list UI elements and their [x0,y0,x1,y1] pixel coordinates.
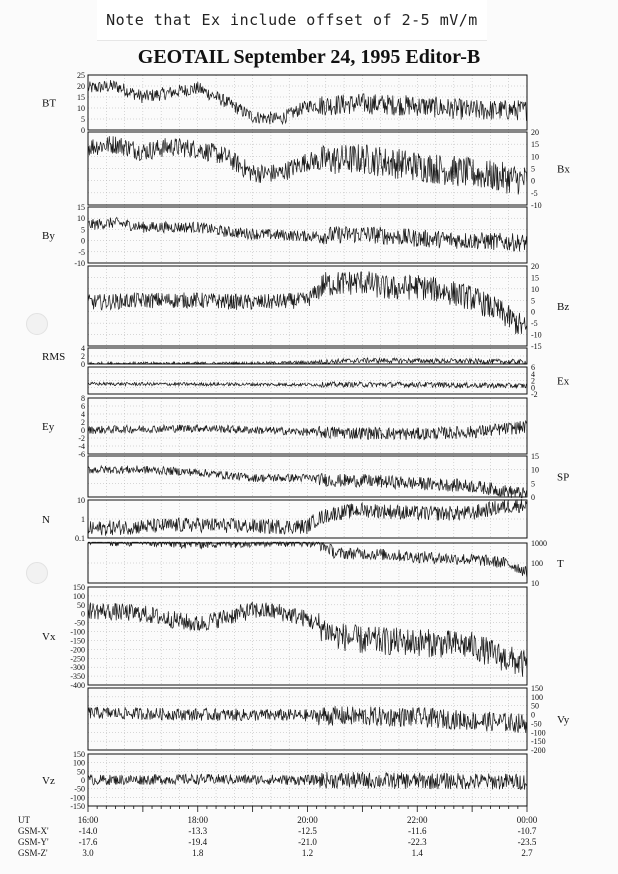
tick-label: 1000 [531,539,547,548]
panel-label: By [42,230,55,242]
footer-value: 00:00 [516,815,538,825]
tick-label: 15 [77,203,85,212]
tick-label: -10 [74,259,85,268]
panel-label: Vz [42,775,55,787]
tick-label: -10 [531,330,542,340]
panel-rms [42,344,527,369]
tick-label: -50 [74,618,85,628]
tick-label: 10 [531,579,539,588]
tick-label: -5 [531,188,538,198]
panel-vz [42,750,527,811]
footer-value: -14.0 [78,826,98,836]
panel-bt [42,71,527,135]
panel-bz [88,262,569,351]
tick-label: -50 [531,719,542,729]
tick-label: 100 [73,758,85,768]
trace-vy [88,706,527,733]
tick-label: -5 [531,319,538,329]
panel-label: SP [557,471,570,484]
offset-note: Note that Ex include offset of 2-5 mV/m [97,0,487,41]
footer-value: 3.0 [82,848,94,858]
tick-label: -50 [74,784,85,794]
tick-label: -250 [70,654,85,664]
tick-label: 4 [81,344,85,353]
tick-label: 5 [531,479,535,489]
panel-label: BT [42,97,57,110]
tick-label: 0 [531,493,535,502]
footer-value: -22.3 [407,837,427,847]
tick-label: 100 [531,692,543,702]
tick-label: -100 [70,793,85,803]
tick-label: 10 [531,465,539,475]
tick-label: 2 [81,418,85,427]
footer-row-label: GSM-X' [18,826,49,836]
footer-value: 22:00 [406,815,428,825]
footer-value: -12.5 [298,826,317,836]
tick-label: 10 [77,214,85,224]
panel-ex [88,363,570,399]
panel-t [88,539,564,588]
tick-label: 4 [531,369,535,379]
tick-label: -400 [70,681,85,690]
tick-label: 0 [531,176,535,186]
tick-label: -350 [70,672,85,682]
tick-label: -15 [531,342,542,351]
tick-label: 10 [531,152,539,162]
footer-value: 1.2 [301,848,314,858]
tick-label: -5 [78,247,85,257]
footer-row-label: GSM-Y' [18,837,49,847]
tick-label: -4 [78,442,85,451]
tick-label: -150 [70,802,85,811]
tick-label: 0 [81,609,85,619]
tick-label: 20 [77,82,85,91]
panel-label: RMS [42,351,66,363]
panel-label: Ey [42,421,55,433]
panel-label: Bz [557,301,570,313]
tick-label: 5 [531,296,535,306]
panel-label: T [557,558,564,570]
footer-value: 1.4 [411,848,423,858]
panel-label: Bx [557,163,570,176]
tick-label: 100 [531,559,543,568]
tick-label: 2 [531,376,535,386]
tick-label: 6 [81,402,85,411]
tick-label: 0 [531,383,535,393]
tick-label: 10 [77,104,85,113]
tick-label: 15 [531,273,539,283]
tick-label: 50 [77,600,85,610]
tick-label: 10 [77,496,85,505]
tick-label: 150 [73,750,85,759]
panel-n [42,496,527,543]
footer-value: 20:00 [297,815,318,825]
panel-label: Ex [557,375,570,388]
tick-label: 0 [81,126,85,135]
tick-label: -6 [78,450,85,459]
footer-value: -19.4 [188,837,208,847]
footer-row-label: UT [18,815,30,825]
panel-label: Vx [42,631,56,643]
tick-label: 10 [531,284,539,294]
tick-label: -100 [70,627,85,637]
panel-ey [42,394,527,459]
tick-label: -10 [531,201,542,210]
tick-label: 15 [77,93,85,102]
tick-label: 0 [531,307,535,317]
tick-label: 20 [531,128,539,137]
tick-label: -150 [70,636,85,646]
footer-value: -10.7 [517,826,537,836]
tick-label: 50 [77,767,85,777]
tick-label: 0.1 [75,534,85,543]
trace-bz [88,271,527,334]
footer-value: 1.8 [192,848,204,858]
tick-label: -200 [70,645,85,655]
tick-label: 0 [81,236,85,246]
tick-label: 5 [531,164,535,174]
tick-label: 8 [81,394,85,403]
tick-label: 15 [531,140,539,150]
tick-label: 150 [531,684,543,693]
tick-label: -150 [531,737,546,747]
tick-label: -300 [70,663,85,673]
tick-label: 4 [81,410,85,419]
panel-label: N [42,514,50,526]
panel-bx [88,128,570,210]
tick-label: -2 [531,390,538,399]
tick-label: 5 [81,225,85,235]
footer-value: -13.3 [188,826,208,836]
tick-label: 25 [77,71,85,80]
footer-value: 16:00 [77,815,99,825]
tick-label: 0 [81,776,85,785]
footer-row-label: GSM-Z' [18,848,48,858]
tick-label: -100 [531,728,546,738]
panel-label: Vy [557,714,570,726]
footer-value: -11.6 [408,826,427,836]
tick-label: 2 [81,352,85,361]
tick-label: 5 [81,115,85,124]
tick-label: -200 [531,746,546,755]
tick-label: 6 [531,363,535,372]
tick-label: 0 [531,710,535,720]
footer-value: 18:00 [187,815,209,825]
footer-value: -21.0 [298,837,317,847]
tick-label: 1 [81,515,85,524]
footer-value: 2.7 [521,848,533,858]
chart-title: GEOTAIL September 24, 1995 Editor-B [137,46,481,68]
tick-label: 20 [531,262,539,271]
tick-label: 0 [81,426,85,435]
tick-label: -2 [78,434,85,443]
footer-value: -17.6 [78,837,98,847]
tick-label: 0 [81,360,85,369]
panel-by [42,203,527,268]
tick-label: 15 [531,452,539,461]
tick-label: 150 [73,583,85,592]
panel-vx [42,583,527,690]
tick-label: 100 [73,591,85,601]
panel-vy [88,684,570,755]
tick-label: 50 [531,701,539,711]
panel-sp [88,452,569,502]
footer-value: -23.5 [517,837,537,847]
